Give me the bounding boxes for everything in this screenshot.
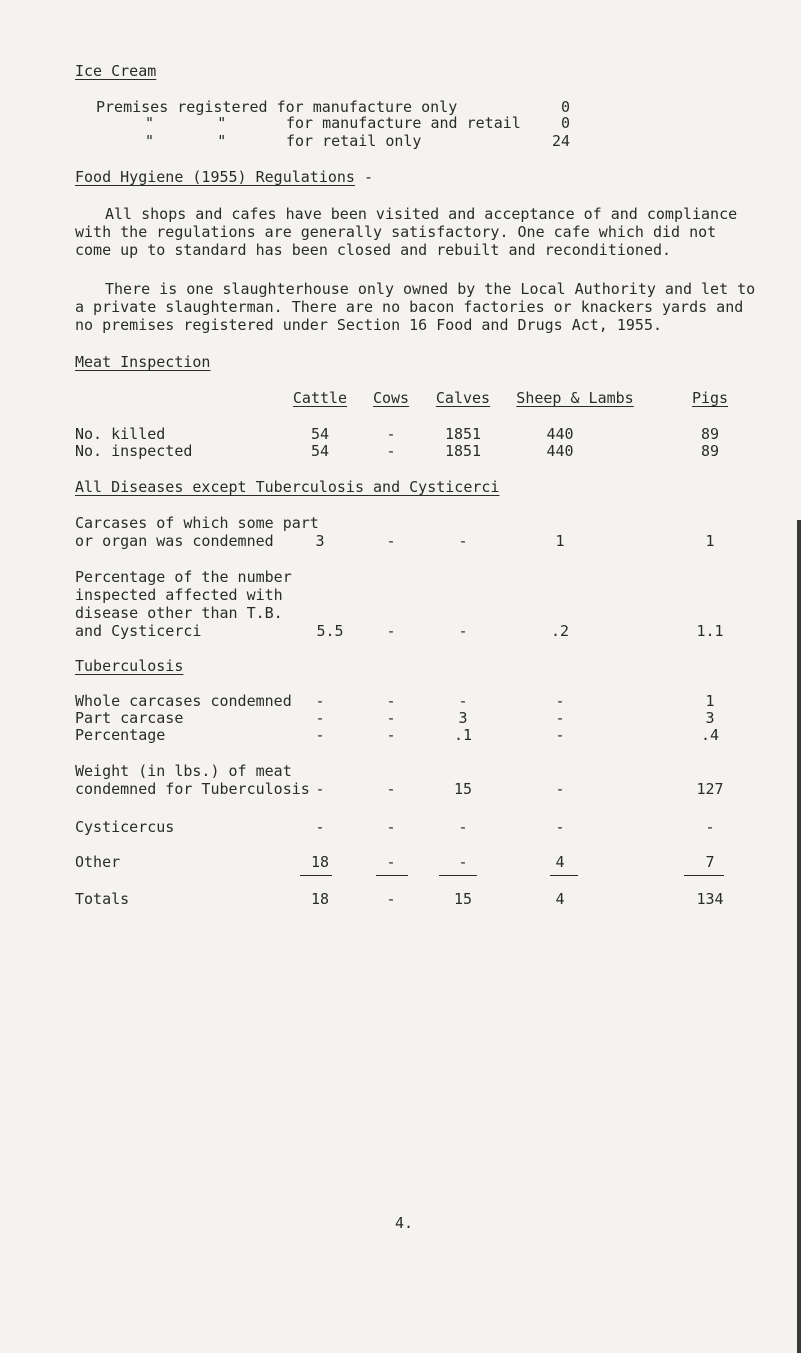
cell: -	[315, 692, 325, 710]
paragraph-line: There is one slaughterhouse only owned by the Local Authority and let to	[105, 280, 756, 298]
column-header-cows: Cows	[372, 389, 410, 407]
row-label-whole: Whole carcases condemned	[75, 692, 292, 710]
cell: .4	[700, 726, 720, 744]
food-hygiene-heading-suffix: -	[354, 168, 374, 186]
cell: 3	[315, 532, 325, 550]
total-rule	[300, 875, 332, 876]
cell: -	[555, 709, 565, 727]
cell: 440	[546, 425, 574, 443]
cell: 3	[705, 709, 715, 727]
row-label-tb-percentage: Percentage	[75, 726, 166, 744]
row-label-totals: Totals	[75, 890, 130, 908]
cell: 1	[555, 532, 565, 550]
cell: 54	[310, 442, 330, 460]
row-label-carcases: Carcases of which some part	[75, 514, 319, 532]
row-label-weight: condemned for Tuberculosis	[75, 780, 310, 798]
total-rule	[376, 875, 408, 876]
cell: -	[458, 532, 468, 550]
cell: -	[458, 853, 468, 871]
cell: 1	[705, 692, 715, 710]
ice-cream-heading: Ice Cream	[75, 62, 157, 80]
paragraph-line: come up to standard has been closed and rebuilt and reconditioned.	[75, 241, 672, 259]
row-label-killed: No. killed	[75, 425, 166, 443]
paragraph-line: a private slaughterman. There are no bacon factories or knackers yards and	[75, 298, 744, 316]
total-rule	[684, 875, 724, 876]
cell: 18	[310, 890, 330, 908]
cell: -	[555, 780, 565, 798]
cell: -	[386, 709, 396, 727]
cell: -	[386, 890, 396, 908]
cell: .2	[550, 622, 570, 640]
meat-inspection-heading: Meat Inspection	[75, 353, 211, 371]
row-label-percentage: disease other than T.B.	[75, 604, 283, 622]
cell: -	[315, 818, 325, 836]
paragraph-line: All shops and cafes have been visited and acceptance of and compliance	[105, 205, 738, 223]
row-label-part: Part carcase	[75, 709, 184, 727]
ice-cream-row-value: 0	[560, 98, 570, 116]
row-label-inspected: No. inspected	[75, 442, 193, 460]
cell: 134	[696, 890, 724, 908]
cell: 15	[453, 780, 473, 798]
column-header-cattle: Cattle	[292, 389, 348, 407]
row-label-percentage: Percentage of the number	[75, 568, 292, 586]
cell: 1851	[444, 425, 482, 443]
cell: -	[386, 425, 396, 443]
cell: .1	[453, 726, 473, 744]
cell: 89	[700, 442, 720, 460]
cell: -	[555, 726, 565, 744]
row-label-carcases: or organ was condemned	[75, 532, 274, 550]
cell: 54	[310, 425, 330, 443]
cell: -	[315, 709, 325, 727]
row-label-percentage: and Cysticerci	[75, 622, 202, 640]
column-header-sheep-lambs: Sheep & Lambs	[516, 389, 634, 407]
cell: -	[458, 818, 468, 836]
cell: -	[555, 818, 565, 836]
row-label-percentage: inspected affected with	[75, 586, 283, 604]
food-hygiene-heading: Food Hygiene (1955) Regulations	[75, 168, 355, 186]
cell: 7	[705, 853, 715, 871]
all-diseases-heading: All Diseases except Tuberculosis and Cysticerci	[75, 478, 500, 496]
cell: -	[386, 780, 396, 798]
column-header-calves: Calves	[435, 389, 491, 407]
cell: -	[705, 818, 715, 836]
scan-edge	[797, 520, 801, 1353]
row-label-other: Other	[75, 853, 121, 871]
ice-cream-row-label: for retail only	[286, 132, 422, 150]
cell: 1851	[444, 442, 482, 460]
cell: -	[386, 622, 396, 640]
cell: -	[555, 692, 565, 710]
cell: 3	[458, 709, 468, 727]
page-number: 4.	[395, 1214, 414, 1232]
cell: 1	[705, 532, 715, 550]
paragraph-line: with the regulations are generally satisfactory. One cafe which did not	[75, 223, 717, 241]
ice-cream-ditto: " "	[145, 114, 227, 132]
paragraph-line: no premises registered under Section 16 Food and Drugs Act, 1955.	[75, 316, 662, 334]
ice-cream-row-label: Premises registered for manufacture only	[96, 98, 458, 116]
cell: -	[315, 780, 325, 798]
cell: -	[386, 692, 396, 710]
cell: -	[386, 818, 396, 836]
ice-cream-row-label: for manufacture and retail	[286, 114, 521, 132]
cell: 5.5	[316, 622, 344, 640]
row-label-cysticercus: Cysticercus	[75, 818, 175, 836]
column-header-pigs: Pigs	[691, 389, 729, 407]
ice-cream-row-value: 24	[551, 132, 570, 150]
row-label-weight: Weight (in lbs.) of meat	[75, 762, 292, 780]
cell: 4	[555, 853, 565, 871]
total-rule	[439, 875, 477, 876]
cell: -	[386, 726, 396, 744]
food-hygiene-heading-line	[75, 168, 373, 186]
cell: 1.1	[696, 622, 724, 640]
cell: -	[458, 692, 468, 710]
ice-cream-ditto: " "	[145, 132, 227, 150]
cell: -	[386, 442, 396, 460]
cell: 89	[700, 425, 720, 443]
ice-cream-row-value: 0	[560, 114, 570, 132]
cell: 4	[555, 890, 565, 908]
tuberculosis-heading: Tuberculosis	[75, 657, 184, 675]
total-rule	[550, 875, 578, 876]
cell: -	[386, 853, 396, 871]
cell: 18	[310, 853, 330, 871]
cell: 15	[453, 890, 473, 908]
cell: -	[458, 622, 468, 640]
cell: 127	[696, 780, 724, 798]
cell: -	[386, 532, 396, 550]
cell: 440	[546, 442, 574, 460]
cell: -	[315, 726, 325, 744]
